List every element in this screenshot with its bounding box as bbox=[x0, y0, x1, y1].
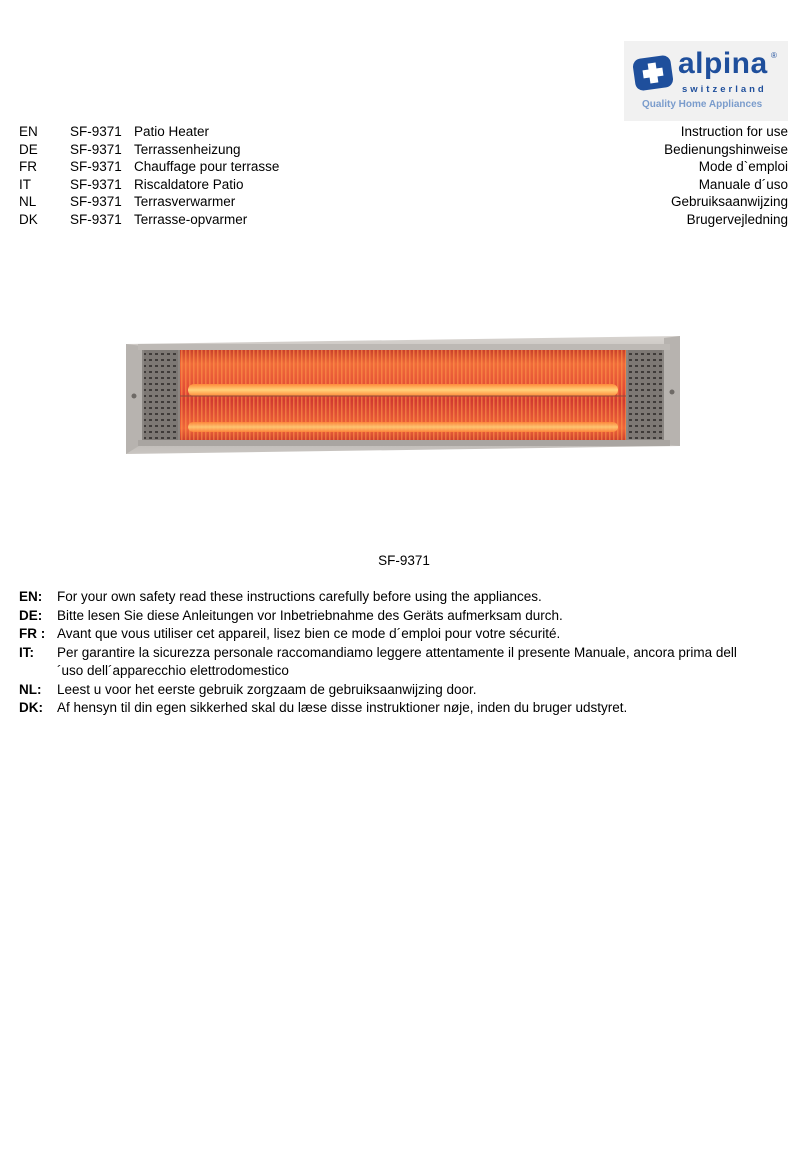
note-text: Af hensyn til din egen sikkerhed skal du læse disse instruktioner nøje, inden du bruger udstyret. bbox=[57, 700, 628, 715]
safety-note bbox=[19, 644, 788, 681]
document-type: Gebruiksaanwijzing bbox=[670, 194, 788, 209]
model-number: SF-9371 bbox=[70, 124, 122, 139]
safety-note bbox=[19, 607, 788, 626]
language-code: IT bbox=[19, 176, 31, 192]
note-text: Avant que vous utiliser cet appareil, lisez bien ce mode d´emploi pour votre sécurité. bbox=[57, 626, 561, 641]
safety-note bbox=[19, 588, 788, 607]
product-name: Terrasse-opvarmer bbox=[134, 211, 248, 227]
safety-note bbox=[19, 681, 788, 700]
header-row bbox=[19, 158, 788, 176]
header-row bbox=[19, 211, 788, 229]
note-text: Per garantire la sicurezza personale raccomandiamo leggere attentamente il presente Manuale, ancora prima dell´uso dell´apparecchio elettrodomestico bbox=[57, 644, 737, 678]
product-name: Riscaldatore Patio bbox=[134, 176, 244, 192]
note-language-label: FR : bbox=[19, 626, 46, 641]
model-number: SF-9371 bbox=[70, 176, 122, 192]
note-text: For your own safety read these instructions carefully before using the appliances. bbox=[57, 589, 542, 604]
safety-note bbox=[19, 625, 788, 644]
document-type: Instruction for use bbox=[680, 124, 788, 139]
product-name: Chauffage pour terrasse bbox=[134, 159, 280, 174]
registered-mark: ® bbox=[771, 51, 777, 60]
note-text: Leest u voor het eerste gebruik zorgzaam de gebruiksaanwijzing door. bbox=[57, 681, 477, 697]
product-name: Terrassenheizung bbox=[134, 141, 241, 157]
language-code: NL bbox=[19, 194, 37, 209]
safety-notes bbox=[19, 588, 788, 718]
product-name: Patio Heater bbox=[134, 124, 210, 139]
note-language-label: NL: bbox=[19, 681, 42, 697]
language-code: DK bbox=[19, 211, 38, 227]
document-type: Brugervejledning bbox=[686, 211, 788, 227]
language-code: FR bbox=[19, 159, 37, 174]
model-number: SF-9371 bbox=[70, 141, 122, 157]
header-row bbox=[19, 141, 788, 159]
header-row bbox=[19, 176, 788, 194]
header-row bbox=[19, 193, 788, 211]
model-number: SF-9371 bbox=[70, 159, 122, 174]
note-language-label: DE: bbox=[19, 607, 43, 623]
product-name: Terrasverwarmer bbox=[134, 194, 236, 209]
document-type: Bedienungshinweise bbox=[664, 141, 788, 157]
note-language-label: DK: bbox=[19, 700, 43, 715]
note-language-label: IT: bbox=[19, 644, 34, 660]
product-caption: SF-9371 bbox=[378, 553, 430, 568]
header-row bbox=[19, 123, 788, 141]
logo-brand-name: alpina bbox=[678, 47, 768, 80]
logo-subtitle: switzerland bbox=[682, 84, 767, 95]
patio-heater-image bbox=[124, 334, 682, 456]
language-code: DE bbox=[19, 141, 38, 157]
swiss-cross-icon bbox=[632, 55, 674, 92]
note-text: Bitte lesen Sie diese Anleitungen vor Inbetriebnahme des Geräts aufmerksam durch. bbox=[57, 607, 563, 623]
note-language-label: EN: bbox=[19, 589, 43, 604]
model-number: SF-9371 bbox=[70, 211, 122, 227]
safety-note bbox=[19, 699, 788, 718]
model-number: SF-9371 bbox=[70, 194, 122, 209]
document-type: Mode d`emploi bbox=[698, 159, 788, 174]
brand-logo bbox=[624, 41, 788, 121]
language-header-table bbox=[19, 123, 788, 228]
logo-tagline: Quality Home Appliances bbox=[642, 99, 763, 110]
language-code: EN bbox=[19, 124, 38, 139]
document-type: Manuale d´uso bbox=[698, 176, 788, 192]
